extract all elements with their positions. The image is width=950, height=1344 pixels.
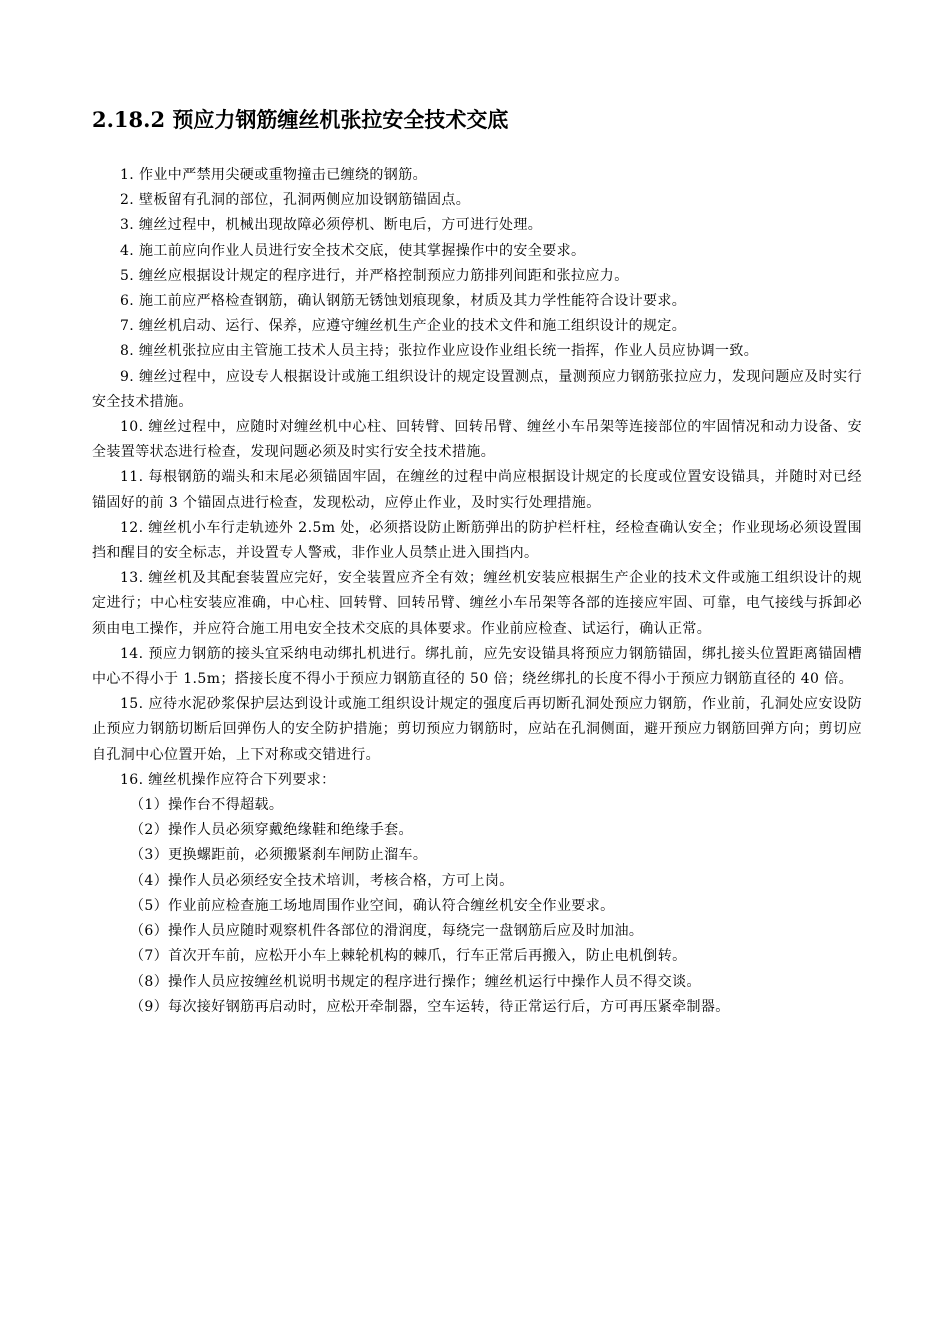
paragraph-15: 15. 应待水泥砂浆保护层达到设计或施工组织设计规定的强度后再切断孔洞处预应力钢筋，作业前，孔洞处应安设防止预应力钢筋切断后回弹伤人的安全防护措施；剪切预应力钢筋时，应站在孔洞侧面，避开预应力钢筋回弹方向；剪切应自孔洞中心位置开始，上下对称或交错进行。 bbox=[92, 696, 862, 763]
sub-item-6: （6）操作人员应随时观察机件各部位的滑润度，每绕完一盘钢筋后应及时加油。 bbox=[130, 923, 644, 940]
sub-item-4: （4）操作人员必须经安全技术培训，考核合格，方可上岗。 bbox=[130, 872, 514, 889]
paragraph-16: 16. 缠丝机操作应符合下列要求： bbox=[120, 771, 336, 788]
paragraph-9: 9. 缠丝过程中，应设专人根据设计或施工组织设计的规定设置测点，量测预应力钢筋张拉应力，发现问题应及时实行安全技术措施。 bbox=[92, 368, 862, 410]
paragraph-7: 7. 缠丝机启动、运行、保养，应遵守缠丝机生产企业的技术文件和施工组织设计的规定。 bbox=[120, 318, 687, 335]
sub-item-5: （5）作业前应检查施工场地周围作业空间，确认符合缠丝机安全作业要求。 bbox=[130, 897, 615, 914]
document-title: 2.18.2 预应力钢筋缠丝机张拉安全技术交底 bbox=[92, 107, 509, 132]
paragraph-8: 8. 缠丝机张拉应由主管施工技术人员主持；张拉作业应设作业组长统一指挥，作业人员应协调一致。 bbox=[120, 343, 759, 360]
sub-item-7: （7）首次开车前，应松开小车上棘轮机构的棘爪，行车正常后再搬入，防止电机倒转。 bbox=[130, 948, 687, 965]
sub-item-2: （2）操作人员必须穿戴绝缘鞋和绝缘手套。 bbox=[130, 822, 413, 839]
paragraph-6: 6. 施工前应严格检查钢筋，确认钢筋无锈蚀划痕现象，材质及其力学性能符合设计要求。 bbox=[120, 293, 687, 310]
paragraph-1: 1. 作业中严禁用尖硬或重物撞击已缠绕的钢筋。 bbox=[120, 167, 428, 183]
paragraph-4: 4. 施工前应向作业人员进行安全技术交底，使其掌握操作中的安全要求。 bbox=[120, 242, 586, 259]
paragraph-3: 3. 缠丝过程中，机械出现故障必须停机、断电后，方可进行处理。 bbox=[120, 217, 543, 234]
sub-item-1: （1）操作台不得超载。 bbox=[130, 797, 284, 814]
paragraph-12: 12. 缠丝机小车行走轨迹外 2.5m 处，必须搭设防止断筋弹出的防护栏杆柱，经检查确认安全；作业现场必须设置围挡和醒目的安全标志，并设置专人警戒，非作业人员禁止进入围挡内。 bbox=[92, 519, 862, 562]
sub-item-9: （9）每次接好钢筋再启动时，应松开牵制器，空车运转，待正常运行后，方可再压紧牵制器。 bbox=[130, 998, 730, 1015]
paragraph-13: 13. 缠丝机及其配套装置应完好，安全装置应齐全有效；缠丝机安装应根据生产企业的技术文件或施工组织设计的规定进行；中心柱安装应准确，中心柱、回转臂、回转吊臂、缠丝小车吊架等各部的连接应牢固、可靠，电气接线与拆卸必须由电工操作，并应符合施工用电安全技术交底的具体要求。作业前应检查、试运行，确认正常。 bbox=[92, 570, 862, 637]
document-body bbox=[92, 163, 862, 1020]
sub-item-3: （3）更换螺距前，必须搬紧刹车闸防止溜车。 bbox=[130, 847, 428, 864]
paragraph-10: 10. 缠丝过程中，应随时对缠丝机中心柱、回转臂、回转吊臂、缠丝小车吊架等连接部位的牢固情况和动力设备、安全装置等状态进行检查，发现问题必须及时实行安全技术措施。 bbox=[92, 419, 862, 461]
sub-item-8: （8）操作人员应按缠丝机说明书规定的程序进行操作；缠丝机运行中操作人员不得交谈。 bbox=[130, 973, 701, 990]
paragraph-5: 5. 缠丝应根据设计规定的程序进行，并严格控制预应力筋排列间距和张拉应力。 bbox=[120, 267, 629, 284]
paragraph-11: 11. 每根钢筋的端头和末尾必须锚固牢固，在缠丝的过程中尚应根据设计规定的长度或位置安设锚具，并随时对已经锚固好的前 3 个锚固点进行检查，发现松动，应停止作业，及时实行处理措施。 bbox=[92, 469, 862, 511]
paragraph-2: 2. 壁板留有孔洞的部位，孔洞两侧应加设钢筋锚固点。 bbox=[120, 192, 471, 209]
paragraph-14: 14. 预应力钢筋的接头宜采纳电动绑扎机进行。绑扎前，应先安设锚具将预应力钢筋锚固，绑扎接头位置距离锚固槽中心不得小于 1.5m；搭接长度不得小于预应力钢筋直径的 50 倍；绕丝绑扎的长度不得小于预应力钢筋直径的 40 倍。 bbox=[92, 645, 862, 688]
